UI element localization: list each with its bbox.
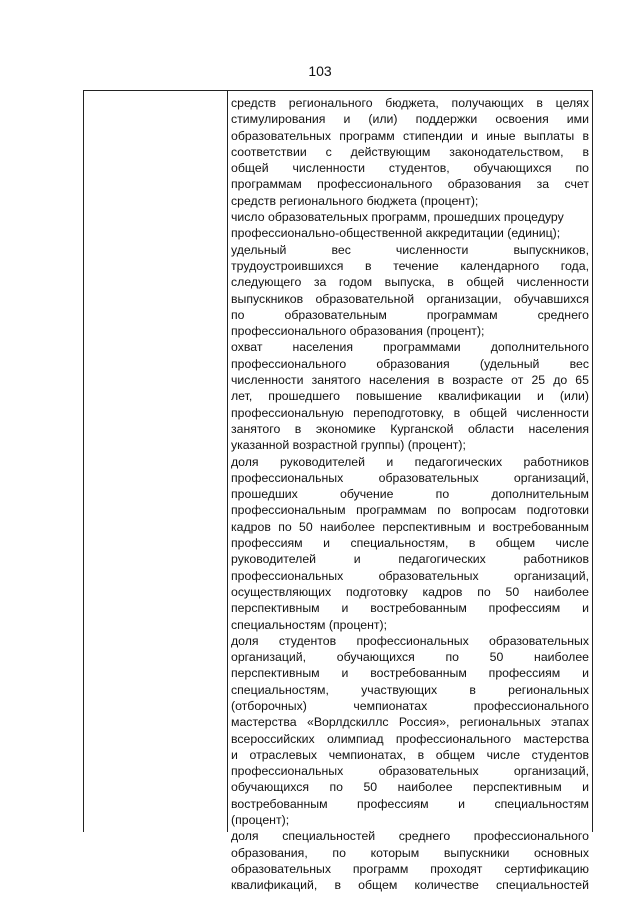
page-number: 103 <box>308 63 332 79</box>
text-line: организаций, обучающихся по 50 наиболее <box>231 650 589 665</box>
text-line: программам профессионального образования за счет <box>231 177 589 192</box>
table-left-cell <box>84 91 228 832</box>
text-line: (отборочных) чемпионатах профессионального <box>231 698 589 713</box>
text-line: перспективным и востребованным профессиям и <box>231 601 589 616</box>
text-line: мастерства «Ворлдскиллс Россия», региональных этапах <box>231 715 589 730</box>
text-line: занятого в экономике Курганской области населения <box>231 421 589 436</box>
text-line: всероссийских олимпиад профессионального мастерства <box>231 731 589 746</box>
text-line: и отраслевых чемпионатах, в общем числе студентов <box>231 747 589 762</box>
text-line: соответствии с действующим законодательством, в <box>231 144 589 159</box>
text-line: осуществляющих подготовку кадров по 50 наиболее <box>231 584 589 599</box>
text-line: руководителей и педагогических работников <box>231 552 589 567</box>
text-line: перспективным и востребованным профессиям и <box>231 666 589 681</box>
text-line: профессиональных образовательных организаций, <box>231 470 589 485</box>
text-line: средств регионального бюджета, получающих в целях <box>231 96 589 110</box>
text-line: число образовательных программ, прошедших процедуру <box>231 210 564 225</box>
text-line: трудоустроившихся в течение календарного года, <box>231 258 589 273</box>
text-line: профессиональным программам по вопросам подготовки <box>231 503 589 518</box>
text-line: доля руководителей и педагогических работников <box>231 454 589 469</box>
text-line: доля специальностей среднего профессионального <box>231 829 589 844</box>
text-line: удельный вес численности выпускников, <box>231 242 589 257</box>
text-line: профессиональную переподготовку, в общей численности <box>231 405 589 420</box>
text-line: образования, по которым выпускники основных <box>231 845 589 860</box>
text-line: общей численности студентов, обучающихся по <box>231 161 589 176</box>
text-line: численности занятого населения в возрасте от 25 до 65 <box>231 373 589 388</box>
text-line: профессионально-общественной аккредитации (единиц); <box>231 226 561 241</box>
text-line: образовательных программ стипендии и иные выплаты в <box>231 128 589 143</box>
text-line: выпускников образовательной организации, обучавшихся <box>231 291 589 306</box>
text-line: квалификаций, в общем количестве специальностей <box>231 878 589 893</box>
text-line: следующего за годом выпуска, в общей численности <box>231 275 589 290</box>
text-line: по образовательным программам среднего <box>231 307 589 322</box>
text-line: востребованным профессиям и специальностям <box>231 796 589 811</box>
text-line: профессионального образования (удельный вес <box>231 356 589 371</box>
text-line: кадров по 50 наиболее перспективным и востребованным <box>231 519 589 534</box>
table-right-cell <box>231 95 589 894</box>
text-line: специальностям, участвующих в региональных <box>231 682 589 697</box>
text-line: прошедших обучение по дополнительным <box>231 487 589 502</box>
text-line: профессиональных образовательных организаций, <box>231 568 589 583</box>
text-line: специальностям (процент); <box>231 617 388 632</box>
text-line: профессиональных образовательных организаций, <box>231 764 589 779</box>
text-line: обучающихся по 50 наиболее перспективным и <box>231 780 589 795</box>
text-line: лет, прошедшего повышение квалификации и (или) <box>231 389 589 404</box>
text-line: указанной возрастной группы) (процент); <box>231 438 466 453</box>
text-line: средств регионального бюджета (процент); <box>231 193 479 208</box>
indicator-table <box>83 90 593 893</box>
text-line: охват населения программами дополнительного <box>231 340 589 355</box>
text-line: (процент); <box>231 813 290 828</box>
text-line: профессиям и специальностям, в общем числе <box>231 536 589 551</box>
text-line: образовательных программ проходят сертификацию <box>231 861 589 876</box>
text-line: профессионального образования (процент); <box>231 324 485 339</box>
text-line: доля студентов профессиональных образовательных <box>231 633 589 648</box>
text-line: стимулирования и (или) поддержки освоения ими <box>231 112 589 127</box>
